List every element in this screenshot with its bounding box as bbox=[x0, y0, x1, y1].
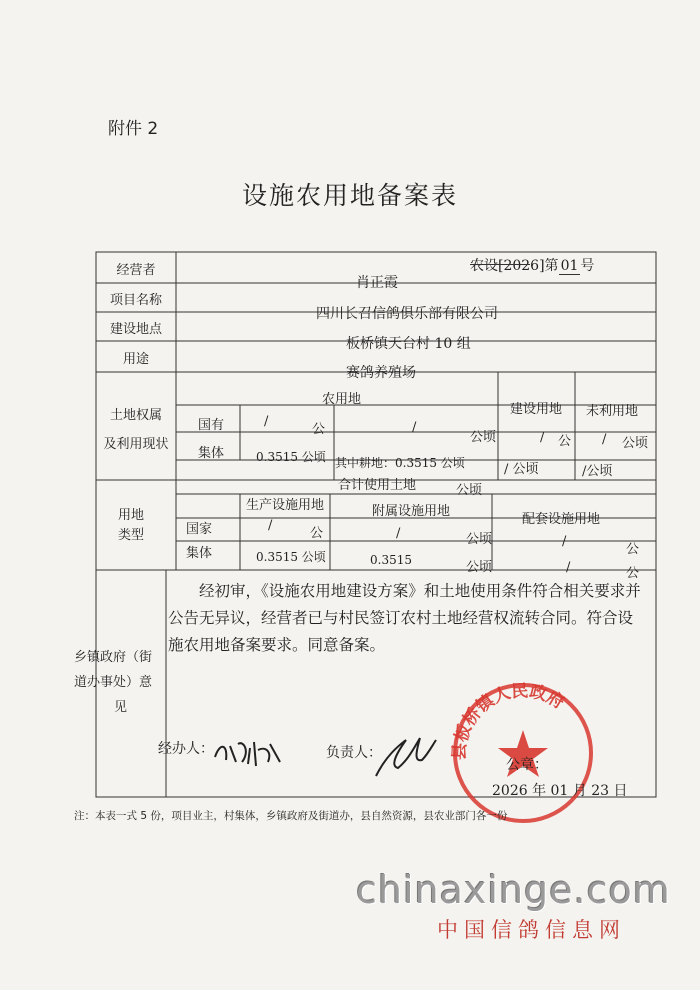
build-state-slash: / bbox=[540, 430, 545, 445]
prod-country-unit: 公 bbox=[310, 526, 324, 541]
build-state-unit: 公 bbox=[558, 434, 572, 449]
land-label-1: 土地权属 bbox=[109, 408, 162, 423]
support-country-unit: 公 bbox=[626, 542, 640, 557]
reg-suffix: 号 bbox=[580, 258, 595, 274]
leader-signature bbox=[368, 726, 448, 786]
support-country-slash: / bbox=[562, 534, 567, 549]
type-label-2: 类型 bbox=[117, 528, 144, 543]
official-seal bbox=[448, 678, 598, 828]
aux-country-slash: / bbox=[396, 526, 401, 541]
state-unit: 公 bbox=[312, 422, 326, 437]
site-label: 建设地点 bbox=[109, 322, 162, 337]
country-label: 国家 bbox=[186, 522, 213, 537]
type-collective-label: 集体 bbox=[186, 546, 213, 561]
project-label: 项目名称 bbox=[109, 293, 162, 308]
use-label: 用途 bbox=[122, 352, 149, 367]
reg-prefix: 农设[2026]第 bbox=[470, 258, 559, 274]
arable-area: 其中耕地：0.3515 公顷 bbox=[335, 456, 465, 470]
approval-date: 2026 年 01 月 23 日 bbox=[492, 783, 628, 799]
unused-state-slash: / bbox=[602, 432, 607, 447]
aux-facility-header: 附属设施用地 bbox=[372, 504, 451, 519]
seal-text: 县板桥镇人民政府 bbox=[449, 681, 568, 761]
total-land-unit: 公顷 bbox=[456, 483, 483, 498]
opinion-label-2: 道办事处）意 bbox=[74, 675, 153, 690]
type-label-1: 用地 bbox=[117, 508, 144, 523]
prod-country-slash: / bbox=[268, 518, 273, 533]
farm-state-slash: / bbox=[412, 420, 417, 435]
watermark-cn: 中国信鸽信息网 bbox=[437, 918, 626, 942]
state-owned-label: 国有 bbox=[198, 418, 225, 433]
operator-label: 经营者 bbox=[116, 263, 156, 278]
unused-land-header: 未利用地 bbox=[586, 404, 639, 419]
collective-label: 集体 bbox=[198, 446, 225, 461]
watermark-site: chinaxinge.com bbox=[356, 868, 671, 912]
unused-collective: /公顷 bbox=[582, 464, 613, 479]
unused-state-unit: 公顷 bbox=[622, 436, 649, 451]
collective-area: 0.3515 公顷 bbox=[256, 450, 326, 464]
farm-land-header: 农用地 bbox=[322, 392, 362, 407]
footnote: 注：本表一式 5 份，项目业主，村集体，乡镇政府及街道办，县自然资源，县农业部门各一份 bbox=[74, 810, 508, 822]
build-land-header: 建设用地 bbox=[510, 402, 563, 417]
opinion-text: 经初审，《设施农用地建设方案》和土地使用条件符合相关要求并公告无异议，经营者已与村民签订农村土地经营权流转合同。符合设施农用地备案要求。同意备案。 bbox=[168, 582, 641, 654]
total-land-label: 合计使用土地 bbox=[338, 478, 417, 493]
operator-value: 肖正霞 bbox=[356, 275, 398, 291]
site-value: 板桥镇天台村 10 组 bbox=[346, 336, 471, 352]
aux-country-unit: 公顷 bbox=[466, 532, 493, 547]
aux-collective-unit: 公顷 bbox=[466, 560, 493, 575]
seal-word: 公章： bbox=[506, 757, 548, 773]
aux-collective: 0.3515 bbox=[370, 553, 412, 567]
handler-label: 经办人： bbox=[158, 741, 214, 757]
leader-label: 负责人： bbox=[326, 745, 382, 761]
form-title: 设施农用地备案表 bbox=[241, 181, 458, 210]
project-value: 四川长召信鸽俱乐部有限公司 bbox=[316, 306, 498, 322]
land-label-2: 及利用现状 bbox=[103, 437, 169, 452]
support-collective-slash: / bbox=[566, 560, 571, 575]
state-slash: / bbox=[264, 414, 269, 429]
use-value: 赛鸽养殖场 bbox=[346, 365, 416, 381]
reg-num: 01 bbox=[560, 258, 579, 274]
support-facility-header: 配套设施用地 bbox=[522, 512, 601, 527]
prod-collective: 0.3515 公顷 bbox=[256, 550, 326, 564]
support-collective-unit: 公 bbox=[626, 566, 640, 581]
prod-facility-header: 生产设施用地 bbox=[246, 498, 325, 513]
build-collective: / 公顷 bbox=[504, 462, 539, 477]
attachment-label: 附件 2 bbox=[108, 119, 159, 139]
opinion-label-3: 见 bbox=[114, 700, 128, 715]
farm-state-unit: 公顷 bbox=[470, 430, 497, 445]
opinion-label-1: 乡镇政府（街 bbox=[74, 650, 153, 665]
handler-signature bbox=[210, 732, 290, 772]
